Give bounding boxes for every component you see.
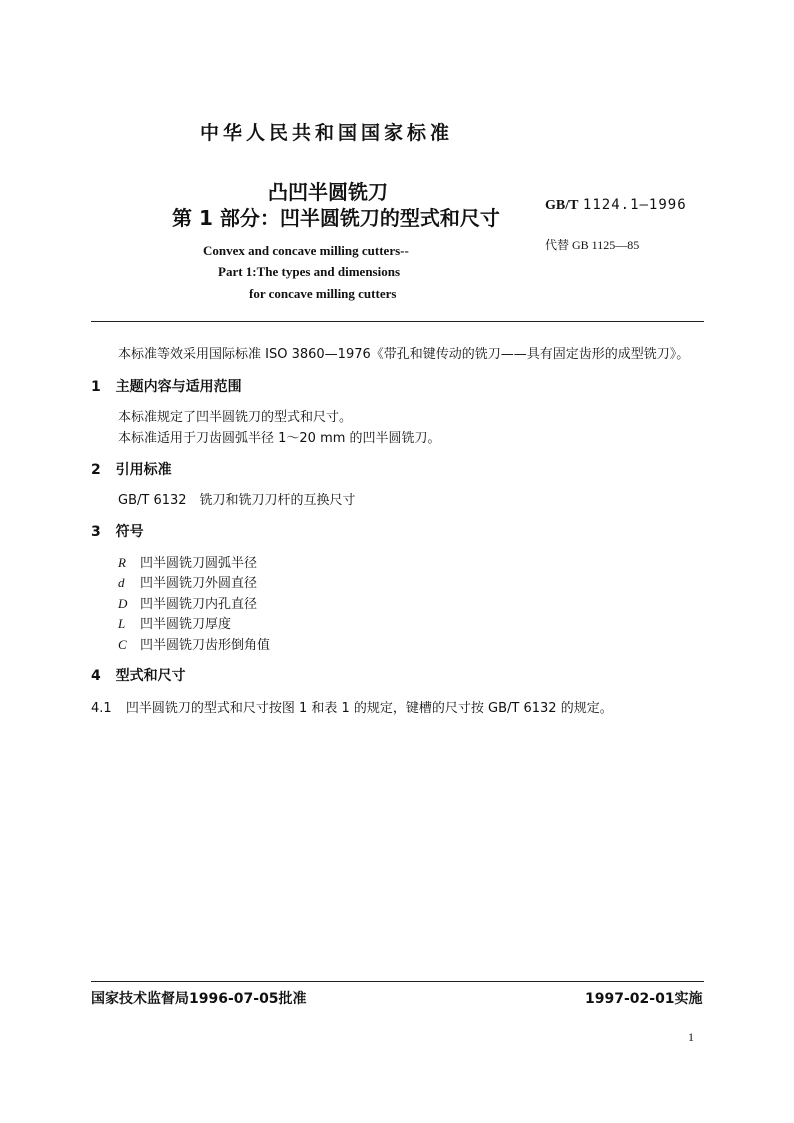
symbol-description: 凹半圆铣刀内孔直径 <box>140 597 258 612</box>
symbol-letter: L <box>118 616 126 631</box>
standard-prefix: GB/T <box>545 198 579 213</box>
symbol-description: 凹半圆铣刀圆弧半径 <box>140 556 258 571</box>
title-en-line-2: Part 1:The types and dimensions <box>218 264 401 279</box>
symbol-letter: D <box>118 596 128 611</box>
standard-code <box>545 197 687 214</box>
standard-number: 1124.1—1996 <box>582 197 687 213</box>
section-1-number: 1 <box>91 379 101 395</box>
section-4-1-text: 凹半圆铣刀的型式和尺寸按图 1 和表 1 的规定，键槽的尺寸按 GB/T 6132 的规定。 <box>125 701 613 716</box>
symbol-row <box>118 613 231 632</box>
symbol-letter: d <box>118 575 125 590</box>
section-4-heading <box>91 665 186 685</box>
header-divider <box>91 321 704 322</box>
section-2-title: 引用标准 <box>115 462 172 478</box>
national-standard-heading: 中华人民共和国国家标准 <box>200 122 454 144</box>
footer-divider <box>91 981 704 982</box>
section-2-number: 2 <box>91 462 101 478</box>
symbol-description: 凹半圆铣刀外圆直径 <box>140 576 258 591</box>
section-4-number: 4 <box>91 668 101 684</box>
section-1-heading <box>91 376 242 396</box>
symbol-letter: R <box>118 555 126 570</box>
section-1-paragraph-1: 本标准规定了凹半圆铣刀的型式和尺寸。 <box>118 410 353 425</box>
section-2-reference: GB/T 6132 铣刀和铣刀刀杆的互换尺寸 <box>118 493 356 508</box>
section-4-title: 型式和尺寸 <box>115 668 186 684</box>
symbol-description: 凹半圆铣刀厚度 <box>140 617 232 632</box>
symbol-row <box>118 634 270 653</box>
section-4-1-paragraph <box>91 697 613 716</box>
symbol-letter: C <box>118 637 127 652</box>
symbol-description: 凹半圆铣刀齿形倒角值 <box>140 638 271 653</box>
section-3-title: 符号 <box>115 524 144 540</box>
replaces-note: 代替 GB 1125—85 <box>545 238 640 252</box>
title-cn-line-1: 凸凹半圆铣刀 <box>268 180 388 204</box>
section-3-number: 3 <box>91 524 101 540</box>
section-4-1-number: 4.1 <box>91 701 112 716</box>
symbol-row <box>118 552 257 571</box>
effective-date: 1997-02-01实施 <box>585 991 703 1007</box>
section-2-heading <box>91 459 172 479</box>
section-1-paragraph-2: 本标准适用于刀齿圆弧半径 1～20 mm 的凹半圆铣刀。 <box>118 431 441 446</box>
title-en-line-3: for concave milling cutters <box>249 286 397 301</box>
approval-line: 国家技术监督局1996-07-05批准 <box>91 991 307 1007</box>
title-en-line-1: Convex and concave milling cutters-- <box>203 243 409 258</box>
title-cn-line-2: 第 1 部分：凹半圆铣刀的型式和尺寸 <box>172 206 500 230</box>
symbol-row <box>118 572 257 591</box>
section-1-title: 主题内容与适用范围 <box>115 379 242 395</box>
symbol-row <box>118 593 257 612</box>
section-3-heading <box>91 521 144 541</box>
page-number: 1 <box>688 1030 694 1044</box>
intro-paragraph: 本标准等效采用国际标准 ISO 3860—1976《带孔和键传动的铣刀——具有固定齿形的成型铣刀》。 <box>118 347 690 362</box>
